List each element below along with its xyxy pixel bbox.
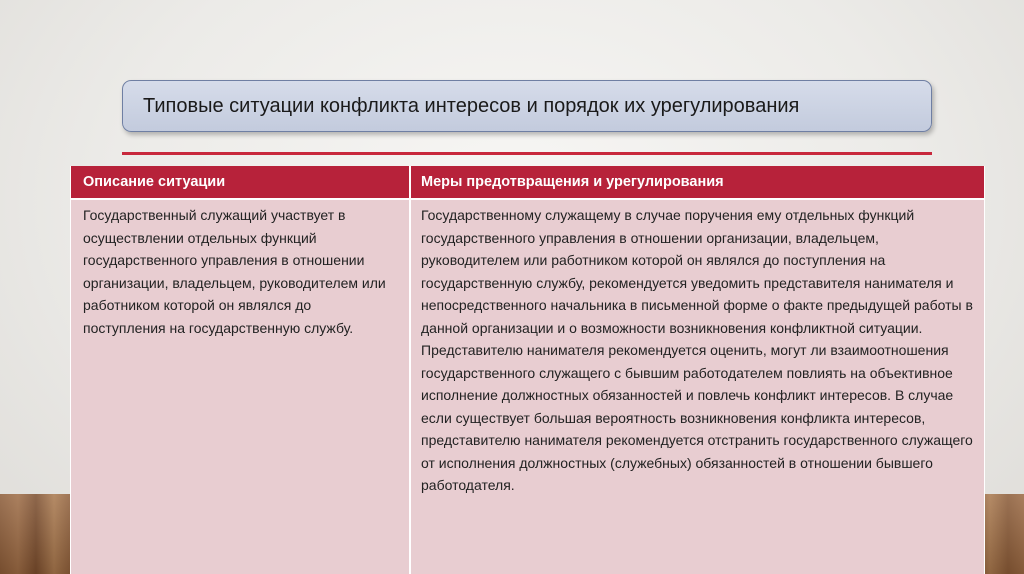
situations-table xyxy=(70,166,985,574)
slide-title: Типовые ситуации конфликта интересов и порядок их урегулирования xyxy=(143,94,800,117)
table-row xyxy=(71,200,984,574)
header-situation-description: Описание ситуации xyxy=(71,166,411,198)
cell-situation: Государственный служащий участвует в осуществлении отдельных функций государственного управления в отношении организации, владельцем, руководителем или работником которой он являлся до поступления на государственную службу. xyxy=(71,200,411,574)
table-header-row xyxy=(71,166,984,200)
header-prevention-measures: Меры предотвращения и урегулирования xyxy=(421,174,724,190)
cell-measures: Государственному служащему в случае поручения ему отдельных функций государственного управления в отношении организации, владельцем, руководителем или работником которой он являлся до поступления на государственную службу, рекомендуется уведомить представителя нанимателя и непосредственного начальника в письменной форме о факте предыдущей работы в данной организации и о возможности возникновения конфликтной ситуации. Представителю нанимателя рекомендуется оценить, могут ли взаимоотношения государственного служащего с бывшим работодателем повлиять на объективное исполнение должностных обязанностей и повлечь конфликт интересов. В случае если существует большая вероятность возникновения конфликта интересов, представителю нанимателя рекомендуется отстранить государственного служащего от исполнения должностных (служебных) обязанностей в отношении бывшего работодателя. xyxy=(421,207,973,493)
title-underline xyxy=(122,152,932,155)
title-box xyxy=(122,80,932,132)
